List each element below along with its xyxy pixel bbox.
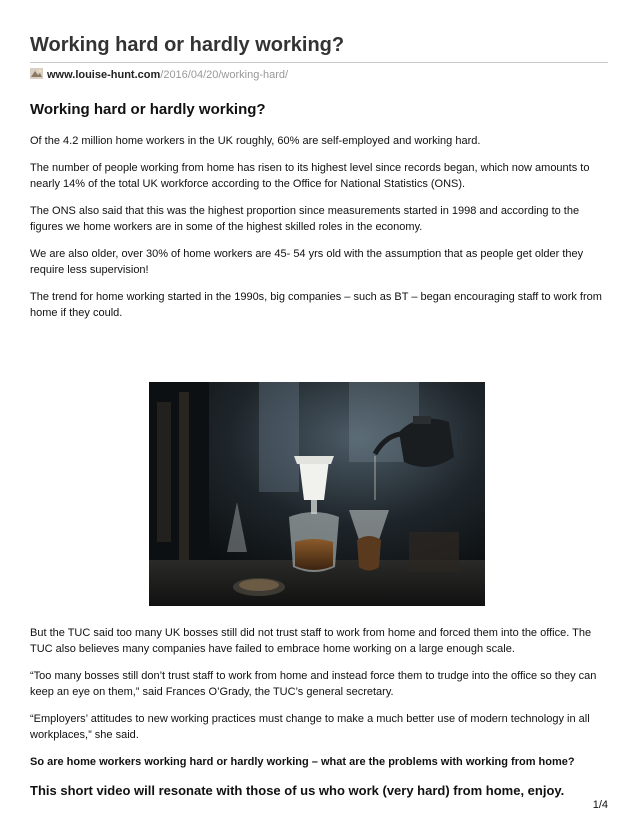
title-divider [30, 62, 608, 63]
coffee-brewing-photo [149, 382, 485, 606]
article-heading: Working hard or hardly working? [30, 101, 266, 118]
article-paragraph: “Too many bosses still don’t trust staff to work from home and instead force them to trudge into the office so they can keep an eye on them,” said Frances O’Grady, the TUC’s general secretary. [30, 670, 597, 698]
article-body [30, 101, 610, 332]
article-paragraph: The trend for home working started in the 1990s, big companies – such as BT – began encouraging staff to work from home if they could. [30, 291, 602, 319]
source-domain-link[interactable]: www.louise-hunt.com [47, 69, 161, 81]
article-paragraph: But the TUC said too many UK bosses still did not trust staff to work from home and forced them into the office. The TUC also believes many companies have failed to embrace home working on a large enough scale. [30, 627, 592, 655]
page-number: 1/4 [592, 799, 608, 811]
article-continued [30, 625, 610, 810]
article-paragraph: We are also older, over 30% of home workers are 45- 54 yrs old with the assumption that as people get older they require less supervision! [30, 248, 584, 276]
source-line [30, 68, 288, 82]
page-title: Working hard or hardly working? [30, 34, 345, 56]
article-paragraph: The ONS also said that this was the highest proportion since measurements started in 1998 and according to the figures we home workers are in some of the highest skilled roles in the economy. [30, 205, 580, 233]
source-path: /2016/04/20/working-hard/ [160, 69, 289, 81]
article-paragraph: “Employers’ attitudes to new working practices must change to make a much better use of modern technology in all workplaces,” she said. [30, 713, 590, 741]
video-intro-line: This short video will resonate with those of us who work (very hard) from home, enjoy. [30, 783, 565, 798]
article-paragraph: The number of people working from home has risen to its highest level since records began, which now amounts to nearly 14% of the total UK workforce according to the Office for National Statistics (ONS). [30, 162, 590, 190]
site-favicon-icon [30, 68, 43, 79]
article-question: So are home workers working hard or hardly working – what are the problems with working from home? [30, 756, 575, 768]
article-paragraph: Of the 4.2 million home workers in the UK roughly, 60% are self-employed and working hard. [30, 135, 481, 147]
